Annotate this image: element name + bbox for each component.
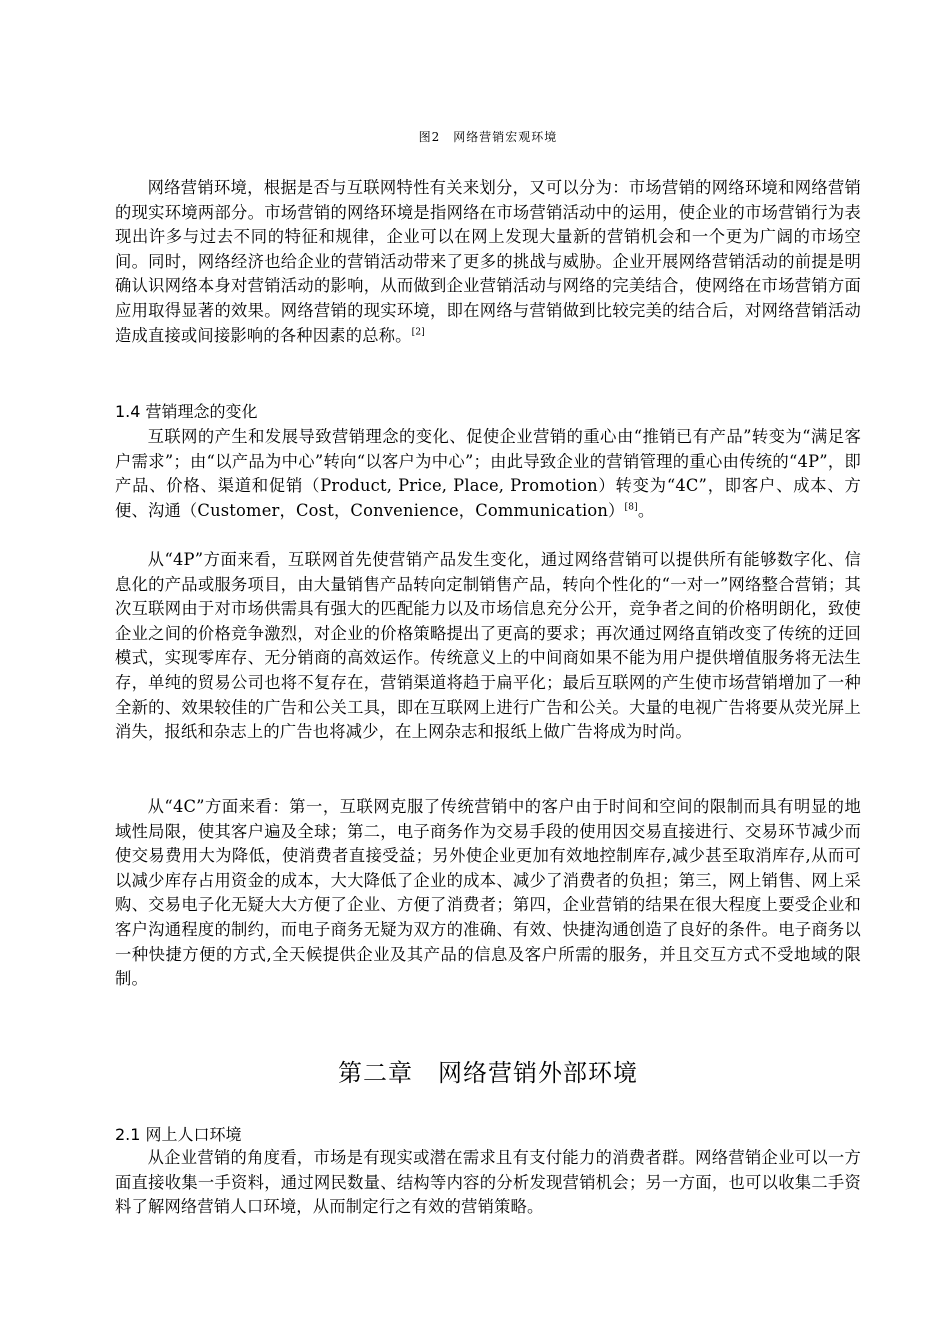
paragraph-4c: 从“4C”方面来看：第一，互联网克服了传统营销中的客户由于时间和空间的限制而具有明显的地域性局限，使其客户遍及全球；第二，电子商务作为交易手段的使用因交易直接进行、交易环节减少而使交易费用大为降低，使消费者直接受益；另外使企业更加有效地控制库存,减少甚至取消库存,从而可以减少库存占用资金的成本，大大降低了企业的成本、减少了消费者的负担；第三，网上销售、网上采购、交易电子化无疑大大方便了企业、方便了消费者；第四，企业营销的结果在很大程度上要受企业和客户沟通程度的制约，而电子商务无疑为双方的准确、有效、快捷沟通创造了良好的条件。电子商务以一种快捷方便的方式,全天候提供企业及其产品的信息及客户所需的服务，并且交互方式不受地域的限制。 <box>115 797 861 989</box>
paragraph-text: 互联网的产生和发展导致营销理念的变化、促使企业营销的重心由“推销已有产品”转变为“满足客户需求”；由“以产品为中心”转向“以客户为中心”；由此导致企业的营销管理的重心由传统的“4P”，即产品、价格、渠道和促销（Product, Price, Place, Promotion）转变为“4C”，即客户、成本、方便、沟通（Customer，Cost，Convenience，Communication） <box>115 427 861 520</box>
paragraph-4p: 从“4P”方面来看，互联网首先使营销产品发生变化，通过网络营销可以提供所有能够数字化、信息化的产品或服务项目，由大量销售产品转向定制销售产品，转向个性化的“一对一”网络整合营销；其次互联网由于对市场供需具有强大的匹配能力以及市场信息充分公开，竞争者之间的价格明朗化，致使企业之间的价格竞争激烈，对企业的价格策略提出了更高的要求；再次通过网络直销改变了传统的迂回模式，实现零库存、无分销商的高效运作。传统意义上的中间商如果不能为用户提供增值服务将无法生存，单纯的贸易公司也将不复存在，营销渠道将趋于扁平化；最后互联网的产生使市场营销增加了一种全新的、效果较佳的广告和公关工具，即在互联网上进行广告和公关。大量的电视广告将要从荧光屏上消失，报纸和杂志上的广告也将减少，在上网杂志和报纸上做广告将成为时尚。 <box>115 550 861 742</box>
chapter-title: 第二章 网络营销外部环境 <box>338 1059 638 1087</box>
section-heading-1-4: 1.4 营销理念的变化 <box>115 402 258 421</box>
paragraph-tail: 。 <box>637 500 655 520</box>
citation-ref: [8] <box>624 502 638 513</box>
paragraph-marketing-environment <box>115 176 861 348</box>
paragraph-marketing-concept <box>115 425 861 523</box>
paragraph-population-environment: 从企业营销的角度看，市场是有现实或潜在需求且有支付能力的消费者群。网络营销企业可以一方面直接收集一手资料，通过网民数量、结构等内容的分析发现营销机会；另一方面，也可以收集二手资料了解网络营销人口环境，从而制定行之有效的营销策略。 <box>115 1148 861 1217</box>
figure-caption: 图2 网络营销宏观环境 <box>418 130 558 144</box>
citation-ref: [2] <box>411 327 426 338</box>
paragraph-text: 网络营销环境，根据是否与互联网特性有关来划分，又可以分为：市场营销的网络环境和网络营销的现实环境两部分。市场营销的网络环境是指网络在市场营销活动中的运用，使企业的市场营销行为表现出许多与过去不同的特征和规律，企业可以在网上发现大量新的营销机会和一个更为广阔的市场空间。同时，网络经济也给企业的营销活动带来了更多的挑战与威胁。企业开展网络营销活动的前提是明确认识网络本身对营销活动的影响，从而做到企业营销活动与网络的完美结合，使网络在市场营销方面应用取得显著的效果。网络营销的现实环境，即在网络与营销做到比较完美的结合后，对网络营销活动造成直接或间接影响的各种因素的总称。 <box>115 178 861 345</box>
section-heading-2-1: 2.1 网上人口环境 <box>115 1125 242 1144</box>
